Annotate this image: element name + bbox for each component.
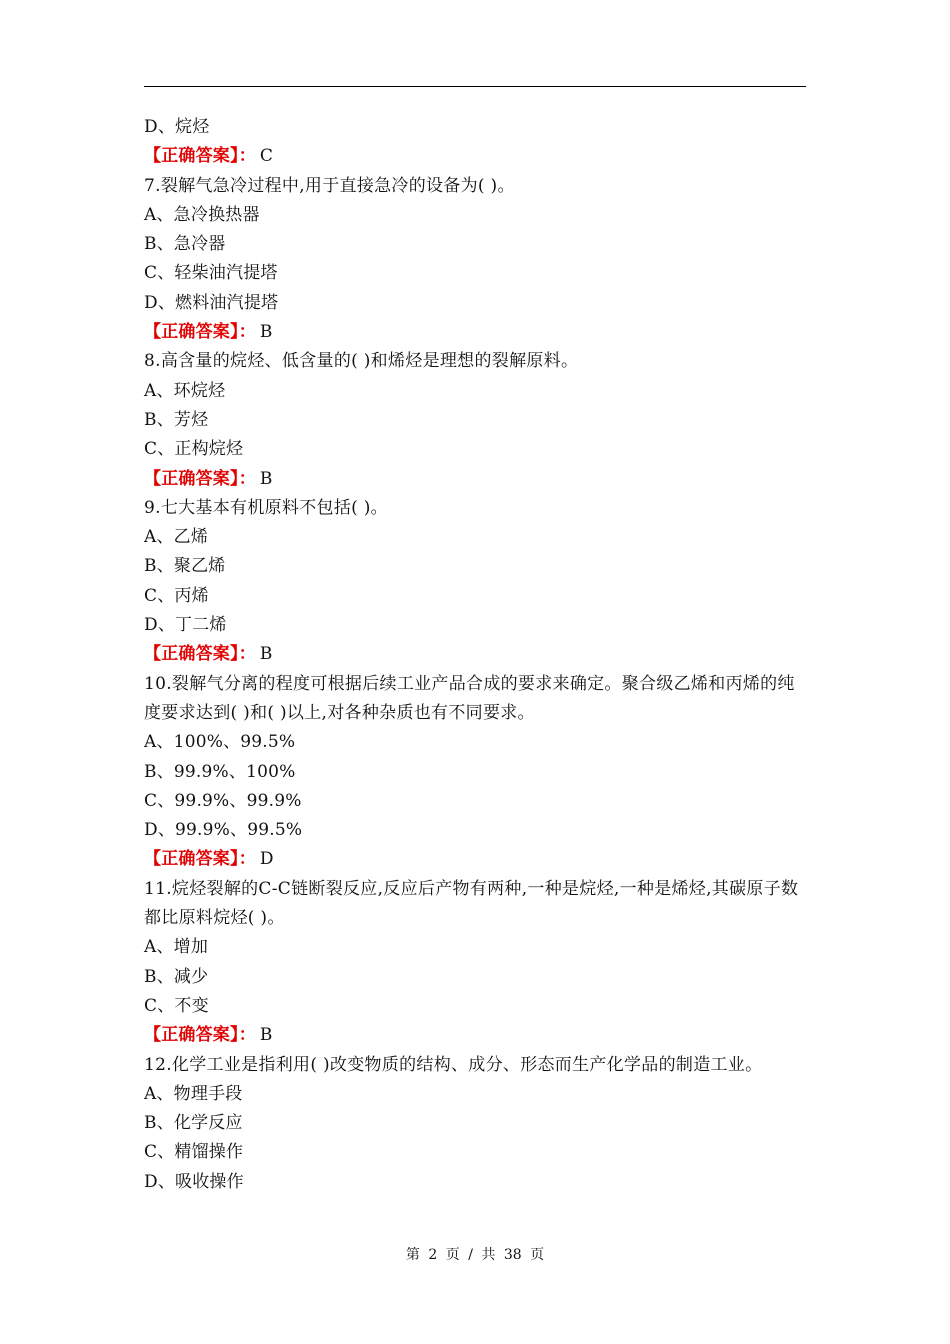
question-text: 7.裂解气急冷过程中,用于直接急冷的设备为( )。 — [144, 175, 515, 196]
question-text: 8.高含量的烷烃、低含量的( )和烯烃是理想的裂解原料。 — [144, 351, 579, 372]
option-line: A、物理手段 — [144, 1083, 243, 1104]
option-line: D、丁二烯 — [144, 615, 227, 636]
question-text: 12.化学工业是指利用( )改变物质的结构、成分、形态而生产化学品的制造工业。 — [144, 1054, 763, 1075]
option-line: D、燃料油汽提塔 — [144, 292, 279, 313]
answer-value: B — [259, 468, 273, 489]
answer-value: B — [259, 1025, 273, 1046]
option-line: D、99.9%、99.5% — [144, 820, 303, 841]
option-line: A、环烷烃 — [144, 380, 226, 401]
answer-colon: ： — [238, 644, 256, 665]
question-text: 10.裂解气分离的程度可根据后续工业产品合成的要求来确定。聚合级乙烯和丙烯的纯度要求达到( )和( )以上,对各种杂质也有不同要求。 — [144, 673, 795, 723]
option-line: A、急冷换热器 — [144, 204, 260, 225]
answer-label: 【正确答案】 — [144, 849, 239, 870]
option-line: B、急冷器 — [144, 234, 226, 255]
answer-label: 【正确答案】 — [144, 644, 239, 665]
answer-colon: ： — [238, 849, 256, 870]
option-line: B、聚乙烯 — [144, 556, 226, 577]
option-line: A、乙烯 — [144, 527, 209, 548]
header-rule — [144, 86, 806, 87]
option-line: D、烷烃 — [144, 117, 210, 137]
answer-line-4 — [144, 1021, 808, 1050]
answer-label: 【正确答案】 — [144, 468, 239, 489]
footer-total-prefix: 共 — [481, 1247, 496, 1263]
answer-value: B — [259, 644, 273, 665]
answer-colon: ： — [238, 322, 256, 343]
option-line: B、芳烃 — [144, 409, 209, 430]
answer-label: 【正确答案】 — [144, 146, 239, 167]
option-line: C、不变 — [144, 995, 209, 1016]
answer-line-prev — [144, 142, 808, 171]
page-footer — [0, 1244, 950, 1264]
option-line: B、减少 — [144, 966, 209, 987]
option-line: A、100%、99.5% — [144, 732, 296, 753]
document-body — [144, 113, 808, 1197]
option-line: B、99.9%、100% — [144, 761, 296, 782]
answer-label: 【正确答案】 — [144, 322, 239, 343]
footer-total-unit: 页 — [530, 1247, 545, 1263]
option-line: C、99.9%、99.9% — [144, 790, 302, 811]
footer-separator: / — [468, 1247, 473, 1263]
answer-colon: ： — [238, 1025, 256, 1046]
answer-line-1 — [144, 465, 808, 494]
answer-line-0 — [144, 318, 808, 347]
footer-total-pages: 38 — [503, 1247, 522, 1263]
option-line: A、增加 — [144, 937, 209, 958]
answer-colon: ： — [238, 146, 256, 167]
answer-line-3 — [144, 845, 808, 874]
answer-label: 【正确答案】 — [144, 1025, 239, 1046]
option-line: C、精馏操作 — [144, 1142, 244, 1163]
answer-value: C — [259, 146, 274, 167]
answer-value: B — [259, 322, 273, 343]
question-text: 11.烷烃裂解的C-C链断裂反应,反应后产物有两种,一种是烷烃,一种是烯烃,其碳原子数都比原料烷烃( )。 — [144, 878, 799, 929]
footer-page-number: 2 — [428, 1247, 438, 1263]
option-line: C、丙烯 — [144, 585, 209, 606]
answer-colon: ： — [238, 468, 256, 489]
option-line: B、化学反应 — [144, 1113, 243, 1134]
answer-value: D — [259, 849, 274, 870]
answer-line-2 — [144, 640, 808, 669]
option-line: D、吸收操作 — [144, 1171, 244, 1192]
question-text: 9.七大基本有机原料不包括( )。 — [144, 497, 388, 518]
option-line: C、轻柴油汽提塔 — [144, 263, 278, 284]
footer-prefix: 第 — [405, 1247, 420, 1263]
footer-page-unit: 页 — [445, 1247, 460, 1263]
option-line: C、正构烷烃 — [144, 439, 244, 460]
